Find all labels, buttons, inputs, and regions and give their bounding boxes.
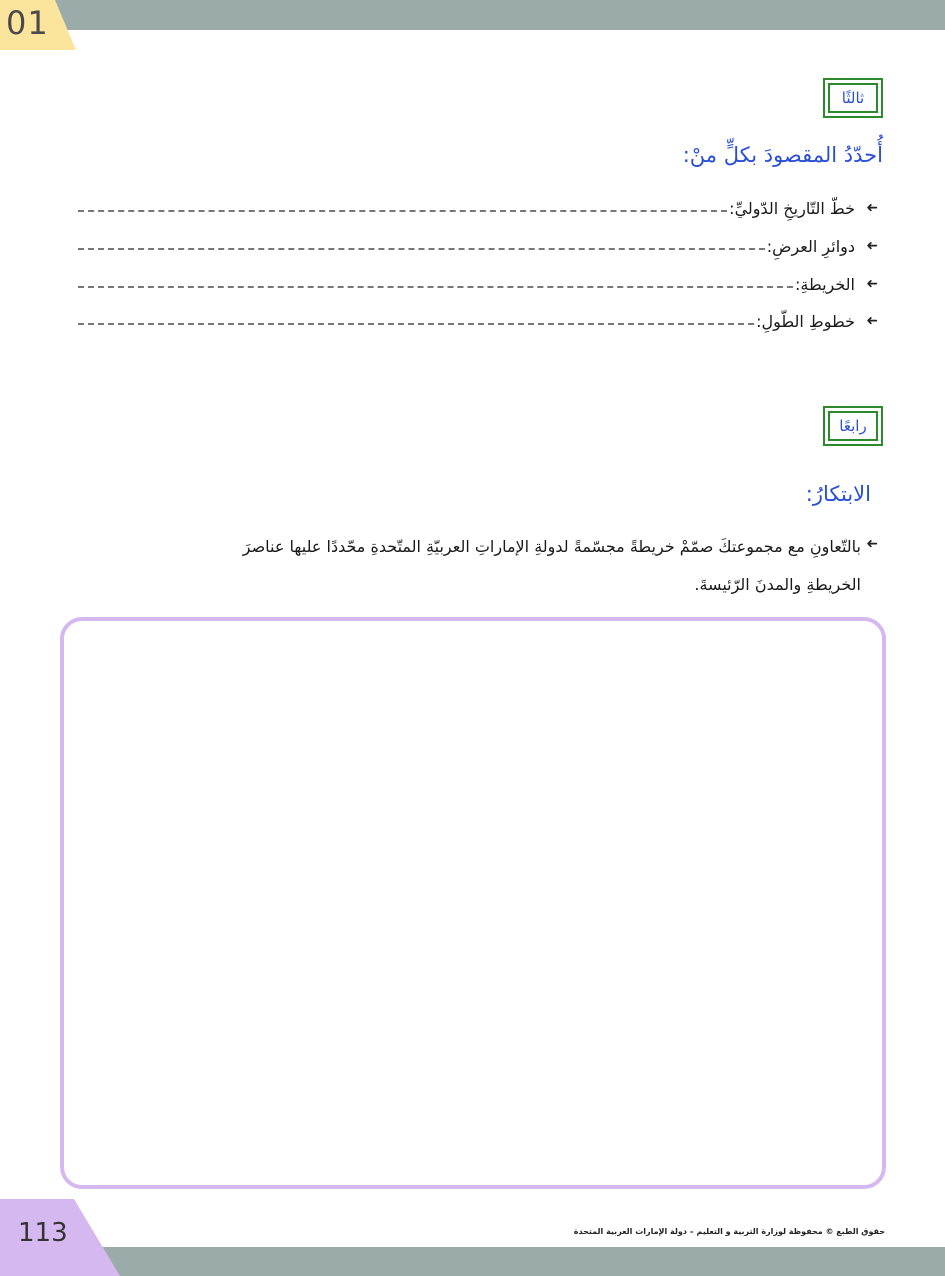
definition-row	[78, 230, 883, 258]
task-line: الخريطةِ والمدنَ الرّئيسةَ.	[694, 575, 861, 594]
definition-row	[78, 192, 883, 220]
definition-term: خطّ التّاريخِ الدّوليِّ:	[729, 199, 855, 218]
definition-row	[78, 305, 883, 333]
arrow-bullet-icon: ➜	[866, 276, 878, 292]
arrow-bullet-icon: ➜	[866, 238, 878, 254]
creativity-heading: الابتكارُ:	[805, 482, 871, 506]
answer-line[interactable]	[78, 210, 727, 212]
section-four-badge	[823, 406, 883, 446]
definitions-heading: أُحدّدُ المقصودَ بكلٍّ منْ:	[682, 143, 883, 167]
answer-line[interactable]	[78, 286, 793, 288]
answer-drawing-box[interactable]	[60, 617, 886, 1189]
bottom-footer-bar	[0, 1247, 945, 1276]
unit-number: 01	[6, 4, 49, 42]
task-text	[243, 528, 861, 604]
arrow-bullet-icon: ➜	[866, 200, 878, 216]
task-line: بالتّعاونِ مع مجموعتكَ صمّمْ خريطةً مجسّمةً لدولةِ الإماراتِ العربيّةِ المتّحدةِ محّددًا عليها عناصرَ	[242, 537, 861, 556]
arrow-bullet-icon: ➜	[866, 313, 878, 329]
definition-row	[78, 268, 883, 296]
creativity-task	[62, 528, 883, 604]
copyright-notice: حقوق الطبع © محفوظة لوزارة التربية و التعليم – دولة الإمارات العربية المتحدة	[573, 1227, 885, 1236]
section-three-badge	[823, 78, 883, 118]
answer-line[interactable]	[78, 323, 754, 325]
top-header-bar	[0, 0, 945, 30]
answer-line[interactable]	[78, 248, 765, 250]
definition-term: الخريطةِ:	[794, 275, 855, 294]
definition-term: خطوطِ الطّولِ:	[756, 312, 855, 331]
section-four-badge-label: رابعًا	[828, 411, 878, 441]
section-three-badge-label: ثالثًا	[828, 83, 878, 113]
definition-term: دوائرِ العرضِ:	[766, 237, 855, 256]
arrow-bullet-icon: ➜	[866, 536, 878, 552]
page-number: 113	[18, 1218, 68, 1248]
